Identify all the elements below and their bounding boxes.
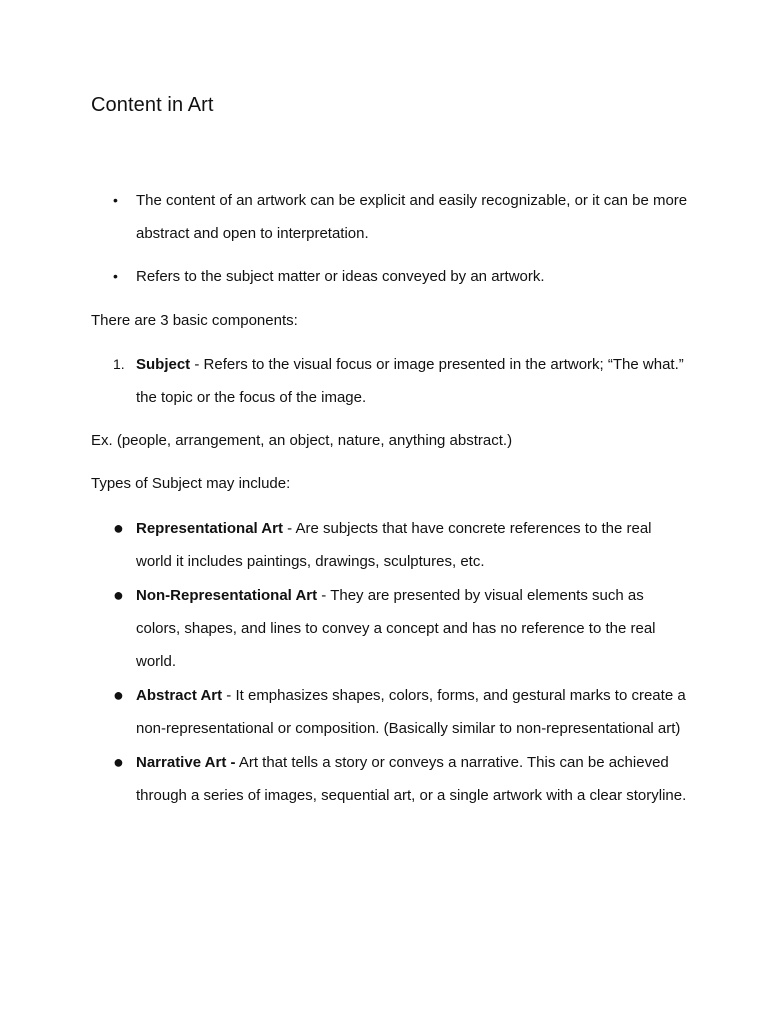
term-description: - Are subjects that have concrete references to the real world it includes paintings, drawings, sculptures, etc. <box>136 520 652 570</box>
term-label: Non-Representational Art <box>136 587 318 604</box>
types-intro: Types of Subject may include: <box>91 475 291 492</box>
numbered-list <box>91 348 691 414</box>
bullet-marker: ● <box>113 685 124 705</box>
term-description: Art that tells a story or conveys a narrative. This can be achieved through a series of images, sequential art, or a single artwork with a clear storyline. <box>136 754 687 804</box>
list-item <box>91 260 691 293</box>
bullet-marker: ● <box>113 518 124 538</box>
term-description: - It emphasizes shapes, colors, forms, and gestural marks to create a non-representational or composition. (Basically similar to non-representational art) <box>136 687 686 737</box>
bullet-marker: ● <box>113 585 124 605</box>
bullet-marker: • <box>113 192 118 208</box>
list-item <box>91 184 691 250</box>
term-label: Representational Art <box>136 520 283 537</box>
example-line: Ex. (people, arrangement, an object, nature, anything abstract.) <box>91 432 513 449</box>
list-item <box>91 512 691 578</box>
bullet-marker: • <box>113 268 118 284</box>
intro-bullet-list <box>91 184 691 293</box>
page-title: Content in Art <box>91 94 214 116</box>
term-label: Subject <box>136 356 191 373</box>
term-description: - Refers to the visual focus or image presented in the artwork; “The what.” the topic or the focus of the image. <box>136 356 684 406</box>
list-item <box>91 679 691 745</box>
number-marker: 1. <box>113 356 125 372</box>
types-bullet-list <box>91 512 691 812</box>
bullet-text: The content of an artwork can be explicit and easily recognizable, or it can be more abstract and open to interpretation. <box>136 192 688 242</box>
list-item <box>91 746 691 812</box>
list-item <box>91 579 691 678</box>
bullet-marker: ● <box>113 752 124 772</box>
components-intro: There are 3 basic components: <box>91 312 298 329</box>
bullet-text: Refers to the subject matter or ideas conveyed by an artwork. <box>136 268 545 285</box>
term-label: Abstract Art <box>136 687 223 704</box>
term-description: - They are presented by visual elements such as colors, shapes, and lines to convey a concept and has no reference to the real world. <box>136 587 656 670</box>
term-label: Narrative Art - <box>136 754 236 771</box>
list-item <box>91 348 691 414</box>
